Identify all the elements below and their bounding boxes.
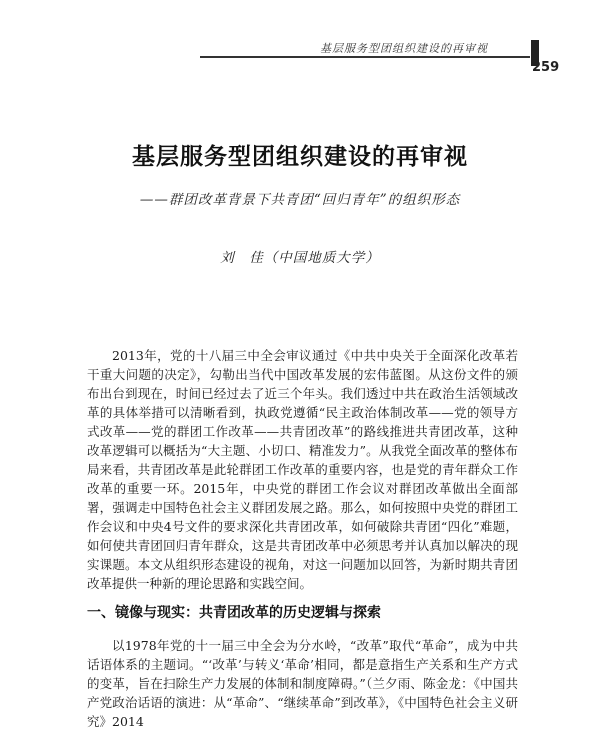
- page-number: 259: [532, 60, 560, 75]
- body-paragraph: 以1978年党的十一届三中全会为分水岭，“改革”取代“革命”，成为中共话语体系的主题词。“‘改革’与转义‘革命’相同，都是意指生产关系和生产方式的变革，旨在扫除生产力发展的体制和制度障碍。”（兰夕雨、陈金龙：《中国共产党政治话语的演进：从“革命”、“继续革命”到改革》，《中国特色社会主义研究》2014: [87, 638, 518, 729]
- header-rule: [200, 56, 530, 58]
- article-title: 基层服务型团组织建设的再审视: [132, 143, 468, 170]
- body-paragraph: 2013年，党的十八届三中全会审议通过《中共中央关于全面深化改革若干重大问题的决定》，勾勒出当代中国改革发展的宏伟蓝图。从这份文件的颁布出台到现在，时间已经过去了近三个年头。我们透过中共在政治生活领域改革的具体举措可以清晰看到，执政党遵循“民主政治体制改革——党的领导方式改革——党的群团工作改革——共青团改革”的路线推进共青团改革，这种改革逻辑可以概括为“大主题、小切口、精准发力”。从我党全面改革的整体布局来看，共青团改革是此轮群团工作改革的重要内容，也是党的青年群众工作改革的重要一环。2015年，中央党的群团工作会议对群团改革做出全面部署，强调走中国特色社会主义群团发展之路。那么，如何按照中央党的群团工作会议和中央4号文件的要求深化共青团改革，如何破除共青团“四化”难题，如何使共青团回归青年群众，这是共青团改革中必须思考并认真加以解决的现实课题。本文从组织形态建设的视角，对这一问题加以回答，为新时期共青团改革提供一种新的理论思路和实践空间。: [87, 348, 518, 591]
- running-head: 基层服务型团组织建设的再审视: [320, 42, 488, 55]
- article-subtitle: ——群团改革背景下共青团“回归青年”的组织形态: [139, 192, 461, 208]
- section-heading: 一、镜像与现实：共青团改革的历史逻辑与探索: [87, 605, 381, 621]
- article-author: 刘 佳（中国地质大学）: [220, 250, 380, 266]
